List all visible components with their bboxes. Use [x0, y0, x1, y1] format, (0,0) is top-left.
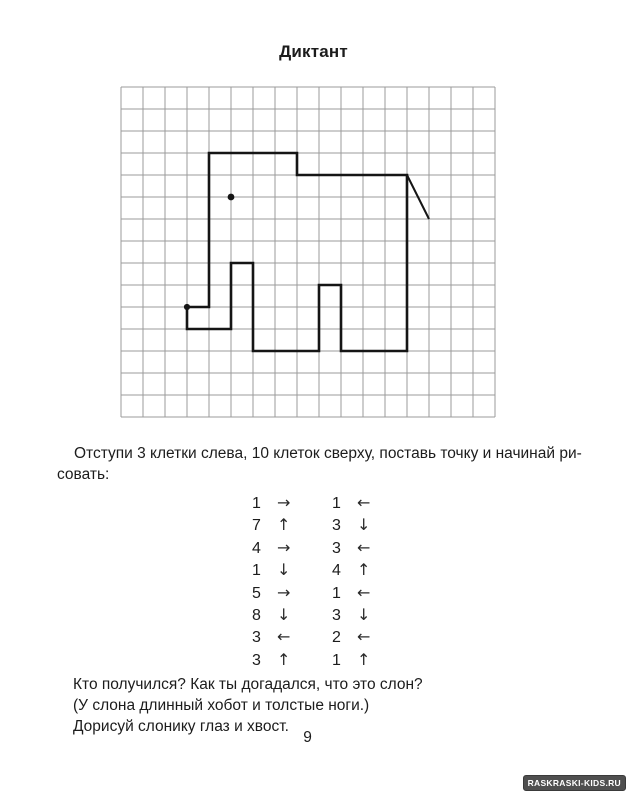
step-direction-arrow: ↓	[277, 604, 291, 624]
question-line: Кто получился? Как ты догадался, что это слон?	[73, 676, 423, 693]
step-count: 1	[332, 495, 341, 512]
question-line: Дорисуй слонику глаз и хвост.	[73, 718, 289, 735]
step-count: 1	[332, 651, 341, 669]
dictation-step	[329, 492, 379, 514]
step-direction-arrow: ↑	[357, 560, 371, 580]
instruction-text	[57, 443, 597, 485]
step-count: 3	[252, 629, 261, 647]
dictation-step	[249, 649, 299, 671]
instruction-line: совать:	[57, 466, 110, 483]
step-direction-arrow: ←	[357, 493, 371, 512]
step-count: 3	[332, 606, 341, 624]
step-direction-arrow: →	[277, 582, 291, 602]
eye-dot	[228, 194, 235, 201]
dictation-column-2	[329, 492, 379, 671]
step-direction-arrow: ←	[357, 537, 371, 557]
page-title: Диктант	[279, 42, 348, 61]
step-direction-arrow: ↑	[277, 515, 291, 535]
dictation-step	[249, 559, 299, 581]
dictation-step	[249, 492, 299, 514]
dictation-step	[249, 626, 299, 648]
step-count: 3	[332, 517, 341, 535]
step-direction-arrow: ←	[357, 627, 371, 647]
step-direction-arrow: →	[277, 537, 291, 557]
watermark-badge: RASKRASKI-KIDS.RU	[523, 775, 626, 791]
dictation-column-1	[249, 492, 299, 671]
dictation-step	[329, 626, 379, 648]
step-count: 1	[252, 562, 261, 580]
grid-figure-svg	[119, 85, 497, 419]
step-direction-arrow: ↓	[277, 560, 291, 580]
step-count: 5	[252, 584, 261, 602]
step-direction-arrow: ←	[277, 627, 291, 647]
step-count: 2	[332, 629, 341, 647]
dictation-step	[329, 604, 379, 626]
step-direction-arrow: ↓	[357, 515, 371, 535]
step-count: 3	[332, 539, 341, 557]
dictation-step	[329, 649, 379, 671]
instruction-line: Отступи 3 клетки слева, 10 клеток сверху, поставь точку и начинай ри-	[74, 445, 582, 462]
dictation-step	[329, 582, 379, 604]
question-line: (У слона длинный хобот и толстые ноги.)	[73, 697, 370, 714]
questions-text	[73, 674, 423, 737]
dictation-step	[329, 514, 379, 536]
step-count: 7	[252, 517, 261, 535]
start-dot	[184, 304, 190, 310]
step-direction-arrow: ←	[357, 582, 371, 602]
step-count: 4	[332, 562, 341, 580]
dictation-step	[329, 537, 379, 559]
page-number: 9	[303, 729, 312, 746]
dictation-table	[249, 492, 379, 671]
step-direction-arrow: ↑	[277, 649, 291, 669]
dictation-step	[249, 582, 299, 604]
step-count: 8	[252, 606, 261, 624]
step-count: 4	[252, 539, 261, 557]
dictation-step	[249, 604, 299, 626]
step-count: 1	[332, 584, 341, 602]
dictation-step	[329, 559, 379, 581]
step-count: 3	[252, 651, 261, 669]
step-direction-arrow: →	[277, 493, 291, 512]
dictation-step	[249, 514, 299, 536]
step-direction-arrow: ↓	[357, 604, 371, 624]
drawing-grid	[119, 85, 497, 424]
dictation-step	[249, 537, 299, 559]
step-count: 1	[252, 495, 261, 512]
step-direction-arrow: ↑	[357, 649, 371, 669]
